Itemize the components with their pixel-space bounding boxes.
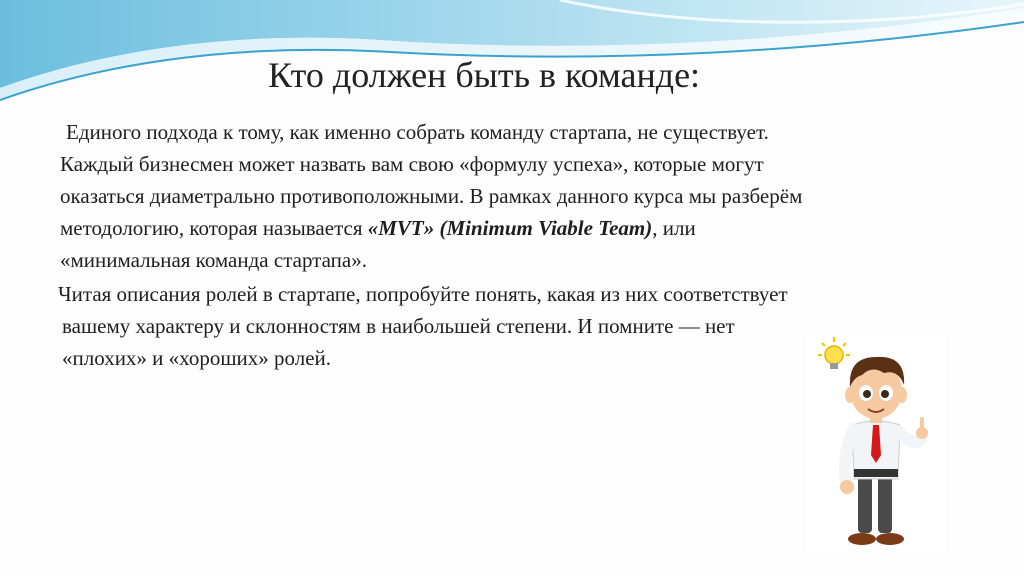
text-segment: , или <box>652 216 696 240</box>
businessman-lightbulb-icon <box>806 333 946 555</box>
paragraph-line: «минимальная команда стартапа». <box>60 248 367 272</box>
paragraph-line: Единого подхода к тому, как именно собрать команду стартапа, не существует. <box>66 120 769 144</box>
slide-title: Кто должен быть в команде: <box>268 55 701 95</box>
paragraph-line: оказаться диаметрально противоположными. В рамках данного курса мы разберём <box>60 184 803 208</box>
paragraph-line: «плохих» и «хороших» ролей. <box>62 346 332 370</box>
paragraph-line <box>60 212 980 244</box>
paragraph-line: Читая описания ролей в стартапе, попробуйте понять, какая из них соответствует <box>58 282 788 306</box>
paragraph-line: Каждый бизнесмен может назвать вам свою «формулу успеха», которые могут <box>60 152 764 176</box>
mvt-emphasis: «MVT» (Minimum Viable Team) <box>367 216 653 240</box>
text-segment: методологию, которая называется <box>60 216 368 240</box>
paragraph-line: вашему характеру и склонностям в наибольшей степени. И помните — нет <box>62 314 735 338</box>
paragraph-intro <box>60 116 980 276</box>
